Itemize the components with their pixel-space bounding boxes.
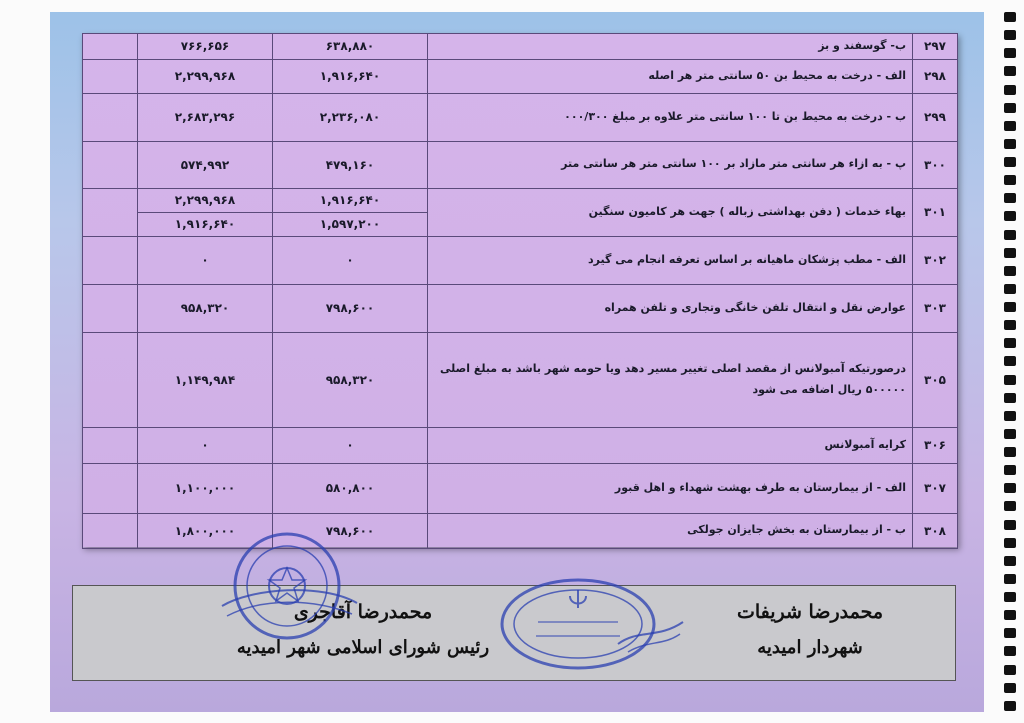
row-value-2: ۲,۲۹۹,۹۶۸ [138, 188, 273, 212]
row-number: ۳۰۳ [913, 284, 958, 332]
council-head-name: محمدرضا آقاجری [293, 601, 433, 623]
row-description: ب - درخت به محیط بن تا ۱۰۰ سانتی متر علاوه بر مبلغ ۰۰۰/۳۰۰ [428, 93, 913, 141]
empty-cell [83, 141, 138, 188]
row-number: ۳۰۵ [913, 332, 958, 427]
row-number: ۳۰۸ [913, 513, 958, 548]
row-value-1: ۹۵۸,۳۲۰ [273, 332, 428, 427]
row-description: ب - از بیمارستان به بخش جایزان جولکی [428, 513, 913, 548]
row-description: ب- گوسفند و بز [428, 34, 913, 60]
row-value-1: ۷۹۸,۶۰۰ [273, 284, 428, 332]
row-value-2: ۱,۱۰۰,۰۰۰ [138, 463, 273, 513]
row-value-2: ۱,۹۱۶,۶۴۰ [138, 212, 273, 236]
empty-cell [83, 513, 138, 548]
table-row [83, 141, 958, 188]
empty-cell [83, 427, 138, 463]
row-value-2: ۰ [138, 427, 273, 463]
mayor-name: محمدرضا شریفات [736, 601, 884, 623]
row-value-1: ۶۳۸,۸۸۰ [273, 34, 428, 60]
empty-cell [83, 284, 138, 332]
empty-cell [83, 463, 138, 513]
empty-cell [83, 188, 138, 236]
row-value-1: ۴۷۹,۱۶۰ [273, 141, 428, 188]
row-number: ۳۰۱ [913, 188, 958, 236]
table-row [83, 93, 958, 141]
row-description: الف - درخت به محیط بن ۵۰ سانتی متر هر اصله [428, 59, 913, 93]
council-stamp-icon [212, 528, 362, 648]
row-value-1: ۲,۲۳۶,۰۸۰ [273, 93, 428, 141]
row-description: الف - مطب پزشکان ماهیانه بر اساس تعرفه انجام می گیرد [428, 236, 913, 284]
row-value-2: ۱,۱۴۹,۹۸۴ [138, 332, 273, 427]
row-value-2: ۰ [138, 236, 273, 284]
council-head-title: رئیس شورای اسلامی شهر امیدیه [236, 637, 490, 658]
row-number: ۲۹۸ [913, 59, 958, 93]
table-row [83, 284, 958, 332]
empty-cell [83, 59, 138, 93]
mayor-signature-block [695, 594, 925, 666]
row-number: ۳۰۰ [913, 141, 958, 188]
row-number: ۲۹۹ [913, 93, 958, 141]
table-row [83, 34, 958, 60]
empty-cell [83, 332, 138, 427]
table-row [83, 188, 958, 212]
row-value-2: ۲,۲۹۹,۹۶۸ [138, 59, 273, 93]
table-row [83, 59, 958, 93]
row-description: بهاء خدمات ( دفن بهداشتی زباله ) جهت هر کامیون سنگین [428, 188, 913, 236]
row-value-2: ۵۷۴,۹۹۲ [138, 141, 273, 188]
table-row [83, 332, 958, 427]
row-number: ۲۹۷ [913, 34, 958, 60]
mayor-title: شهردار امیدیه [757, 637, 863, 658]
row-number: ۳۰۷ [913, 463, 958, 513]
row-value-1: ۰ [273, 427, 428, 463]
row-value-2: ۲,۶۸۳,۲۹۶ [138, 93, 273, 141]
table-row [83, 236, 958, 284]
empty-cell [83, 93, 138, 141]
row-value-1: ۱,۹۱۶,۶۴۰ [273, 59, 428, 93]
table-row [83, 463, 958, 513]
table-row [83, 427, 958, 463]
row-number: ۳۰۲ [913, 236, 958, 284]
municipality-stamp-icon [498, 574, 688, 674]
tariff-table [82, 33, 958, 547]
row-description: درصورتیکه آمبولانس از مقصد اصلی تغییر مسیر دهد ویا حومه شهر باشد به مبلغ اصلی ۵۰۰۰۰۰ ریال اضافه می شود [428, 332, 913, 427]
row-description: پ - به ازاء هر سانتی متر مازاد بر ۱۰۰ سانتی متر هر سانتی متر [428, 141, 913, 188]
empty-cell [83, 236, 138, 284]
row-number: ۳۰۶ [913, 427, 958, 463]
row-description: الف - از بیمارستان به طرف بهشت شهداء و اهل قبور [428, 463, 913, 513]
row-value-2: ۹۵۸,۳۲۰ [138, 284, 273, 332]
row-value-1: ۱,۵۹۷,۲۰۰ [273, 212, 428, 236]
row-description: عوارض نقل و انتقال تلفن خانگی وتجاری و تلفن همراه [428, 284, 913, 332]
empty-cell [83, 34, 138, 60]
spiral-binding [1004, 0, 1018, 723]
row-value-1: ۱,۹۱۶,۶۴۰ [273, 188, 428, 212]
row-value-2: ۷۶۶,۶۵۶ [138, 34, 273, 60]
row-value-1: ۵۸۰,۸۰۰ [273, 463, 428, 513]
row-value-1: ۷۹۸,۶۰۰ [273, 513, 428, 548]
row-value-1: ۰ [273, 236, 428, 284]
row-description: کرایه آمبولانس [428, 427, 913, 463]
row-value-2: ۱,۸۰۰,۰۰۰ [138, 513, 273, 548]
